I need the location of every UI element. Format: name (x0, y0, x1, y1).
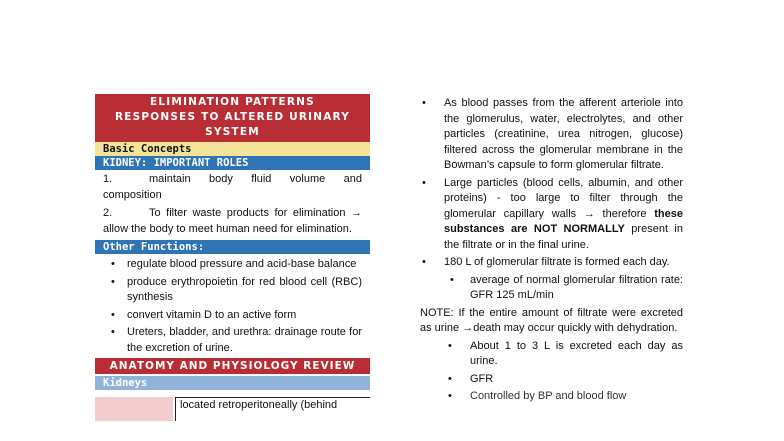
role-number: 2. (103, 207, 113, 219)
kidneys-heading: Kidneys (95, 376, 370, 390)
list-item (420, 255, 683, 304)
role-text: To filter waste products for elimination → allow the body to meet human need for elimination. (103, 207, 362, 235)
sub-list-item (420, 372, 683, 388)
title-line-3: SYSTEM (205, 126, 260, 138)
list-item (103, 308, 362, 324)
sub-list-item-text: average of normal glomerular filtration rate: GFR 125 mL/min (470, 273, 683, 301)
sub-list-item (444, 273, 683, 304)
sub-list-item-text: About 1 to 3 L is excreted each day as urine. (470, 339, 683, 367)
bullet-glyph: • (111, 258, 115, 270)
list-item-text: Ureters, bladder, and urethra: drainage route for the excretion of urine. (127, 326, 362, 354)
bullet-glyph: • (448, 372, 452, 385)
bullet-glyph: • (111, 275, 115, 288)
note-sub-list (420, 339, 683, 405)
list-item (420, 96, 683, 174)
sub-list-item-text: GFR (470, 372, 494, 385)
bullet-glyph: • (422, 256, 426, 268)
role-number: 1. (103, 173, 113, 185)
sub-list (444, 273, 683, 304)
bullet-glyph: • (448, 339, 452, 352)
basic-concepts-heading: Basic Concepts (95, 142, 370, 156)
kidney-roles-heading: KIDNEY: IMPORTANT ROLES (95, 156, 370, 170)
list-item (103, 257, 362, 273)
bullet-glyph: • (111, 326, 115, 338)
filtration-list (420, 96, 683, 304)
list-item-text: produce erythropoietin for red blood cell (RBC) synthesis (127, 275, 362, 303)
right-column (420, 96, 683, 407)
list-item-text-part: present in the filtrate or in the final urine. (444, 223, 683, 251)
list-item (420, 176, 683, 254)
list-item-text-part: Large particles (blood cells, albumin, and other proteins) - too large to filter through the glomerular capillary walls → therefore (444, 176, 683, 220)
role-text: maintain body fluid volume and composition (103, 173, 362, 201)
other-functions-heading: Other Functions: (95, 240, 370, 254)
bullet-glyph: • (422, 176, 426, 189)
list-item-text: convert vitamin D to an active form (127, 308, 297, 321)
anatomy-heading: ANATOMY AND PHYSIOLOGY REVIEW (95, 358, 370, 374)
list-item-text: As blood passes from the afferent arteriole into the glomerulus, water, electrolytes, and other particles (creatinine, urea nitrogen, glucose) filtered across the glomerular membrane in the Bowman’s capsule to form glomerular filtrate. (444, 97, 683, 171)
role-item-2 (95, 204, 370, 238)
list-item-text: regulate blood pressure and acid-base balance (127, 258, 357, 270)
list-item (103, 325, 362, 356)
list-item-text: 180 L of glomerular filtrate is formed each day. (444, 256, 670, 268)
section-title (95, 94, 370, 142)
note-paragraph: NOTE: If the entire amount of filtrate were excreted as urine →death may occur quickly with dehydration. (420, 306, 683, 334)
sub-list-item (420, 339, 683, 370)
kidneys-table-label-cell (95, 397, 173, 421)
bullet-glyph: • (450, 273, 454, 286)
sub-list-item-text: Controlled by BP and blood flow (470, 390, 627, 402)
title-line-2: RESPONSES TO ALTERED URINARY (114, 111, 351, 123)
other-functions-list (95, 254, 370, 356)
kidneys-table-text-cell: located retroperitoneally (behind (175, 397, 370, 421)
kidneys-table-row (95, 391, 370, 421)
list-item-bold-text: these substances are NOT NORMALLY (444, 207, 683, 235)
sub-list-item (420, 389, 683, 405)
bullet-glyph: • (448, 390, 452, 402)
role-item-1 (95, 170, 370, 204)
list-item (103, 275, 362, 306)
title-line-1: ELIMINATION PATTERNS (150, 96, 315, 108)
bullet-glyph: • (111, 308, 115, 321)
left-column (95, 94, 370, 421)
bullet-glyph: • (422, 97, 426, 109)
